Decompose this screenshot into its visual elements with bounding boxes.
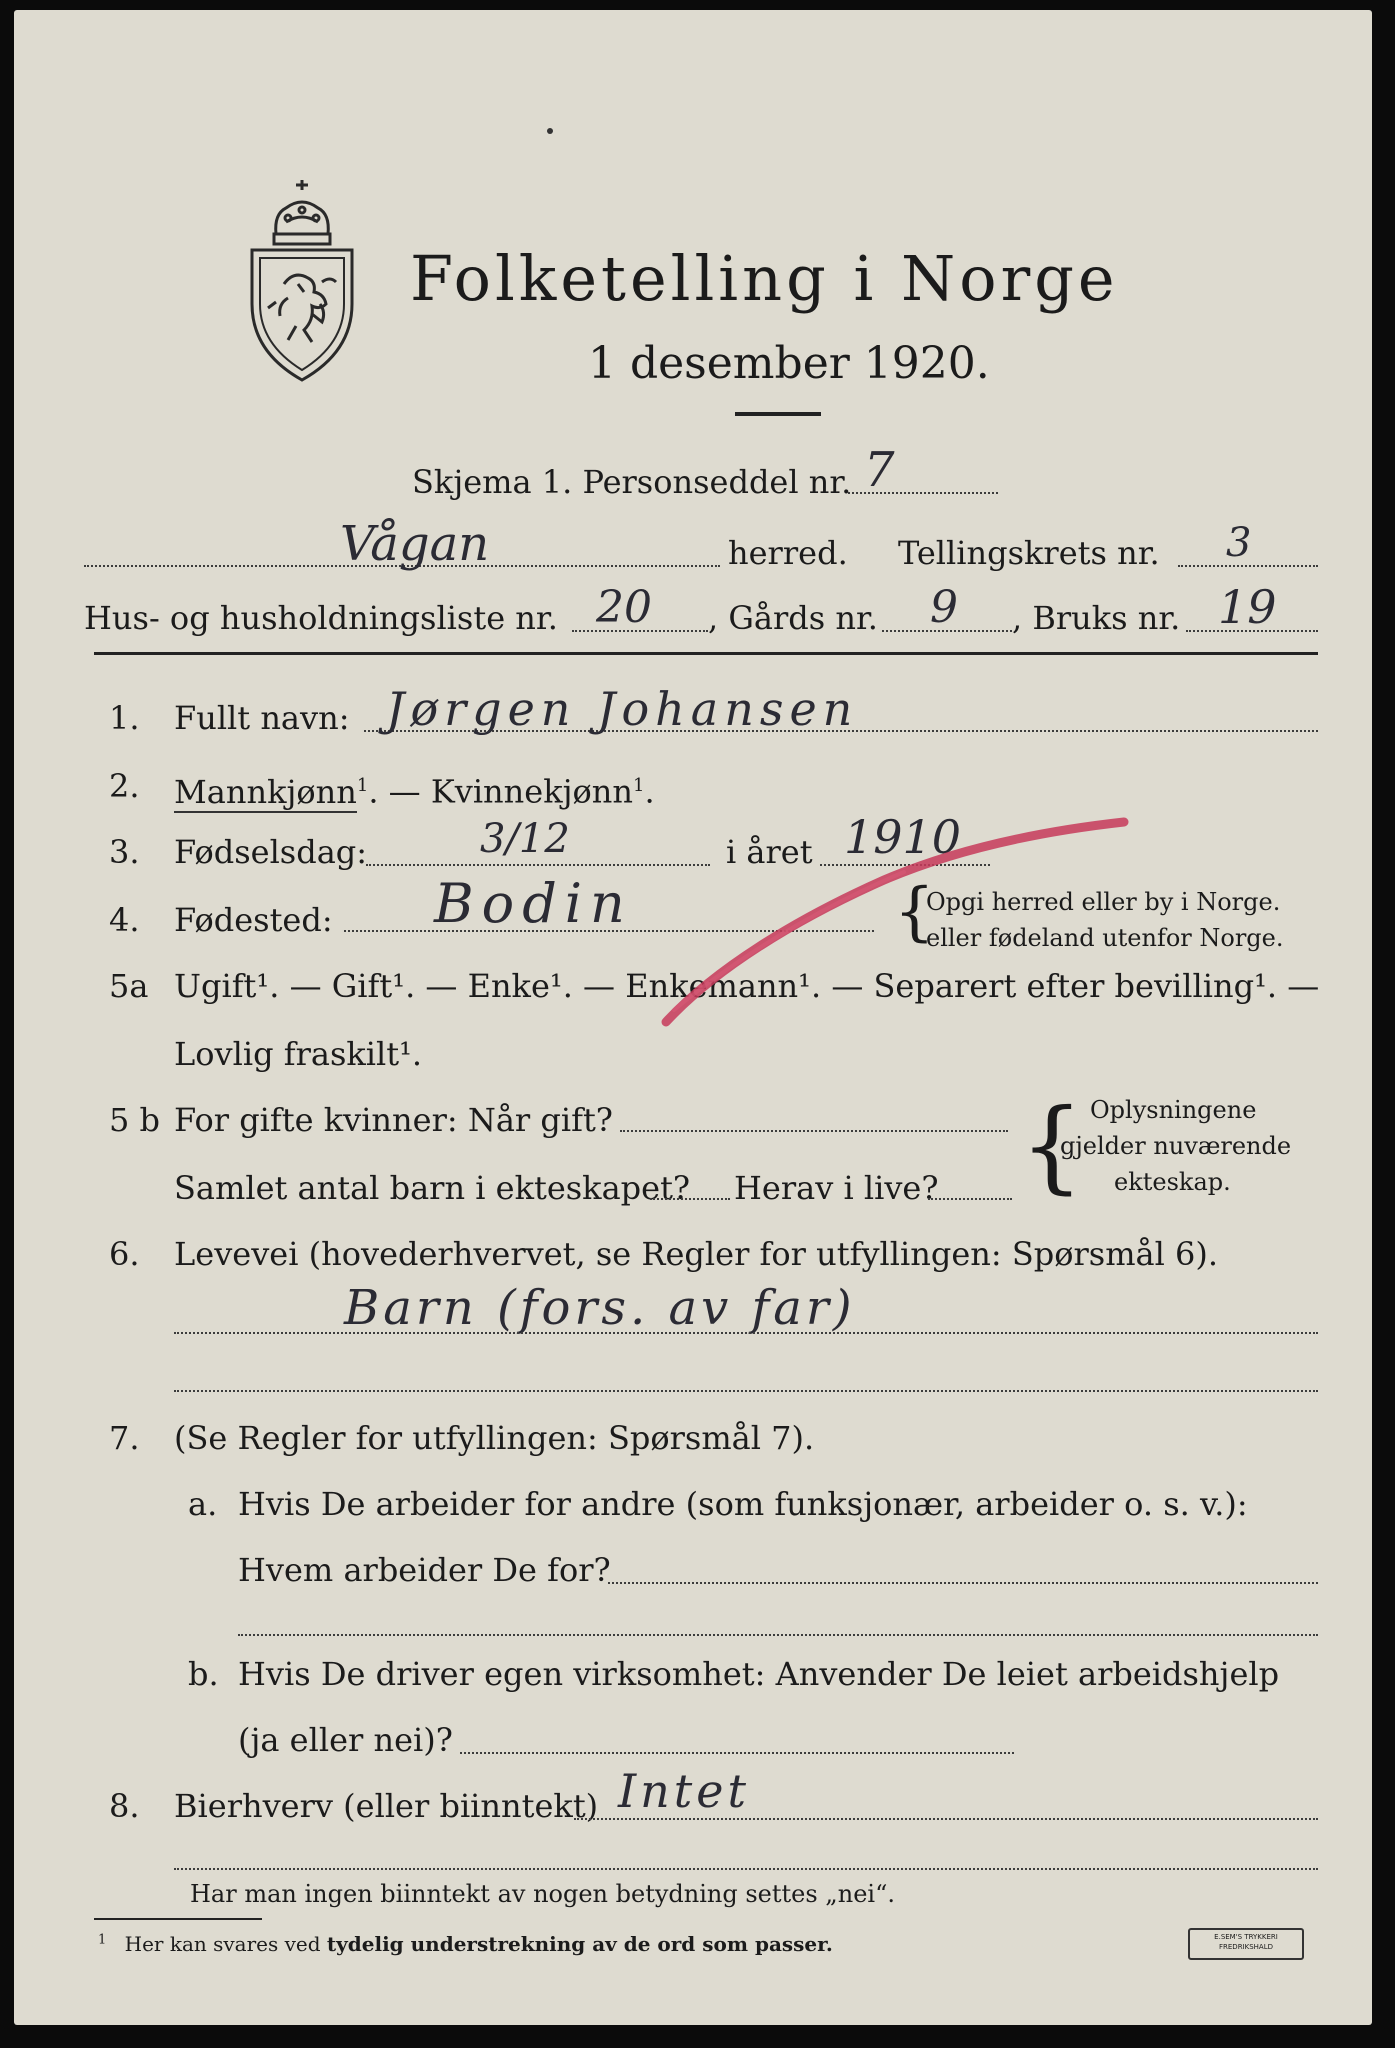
q2-number: 2.: [109, 767, 140, 805]
q6-number: 6.: [109, 1235, 140, 1273]
q4-label: Fødested:: [174, 901, 333, 939]
q5b-number: 5 b: [109, 1101, 161, 1139]
q7b-letter: b.: [188, 1655, 219, 1693]
q2-male-option: Mannkjønn: [174, 772, 357, 811]
q5a-marital-options: Ugift¹. — Gift¹. — Enke¹. — Enkemann¹. — Separert efter bevilling¹. —: [174, 967, 1320, 1005]
footer-note: Har man ingen biinntekt av nogen betydning settes „nei“.: [190, 1880, 895, 1908]
q5b-note-brace: {: [1020, 1087, 1084, 1204]
q8-number: 8.: [109, 1787, 140, 1825]
q6-dots-1: [174, 1332, 1318, 1334]
husholdningsliste-value: 20: [596, 582, 652, 633]
header-rule: [94, 652, 1318, 655]
q3-number: 3.: [109, 833, 140, 871]
q5b-children-dots: [650, 1198, 730, 1200]
q5b-married-when-label: For gifte kvinner: Når gift?: [174, 1101, 613, 1139]
q1-number: 1.: [109, 699, 140, 737]
red-pencil-strike: [654, 810, 1134, 1040]
q5b-note-line2: gjelder nuværende: [1060, 1132, 1292, 1160]
q4-birthplace-value: Bodin: [434, 872, 633, 935]
schema-number-value: 7: [864, 442, 895, 498]
q3-year-value: 1910: [844, 810, 962, 864]
footnote: $^1$ Her kan svares ved tydelig understrekning av de ord som passer.: [98, 1932, 833, 1956]
q5a-number: 5a: [109, 967, 149, 1005]
bruks-label: , Bruks nr.: [1012, 599, 1181, 637]
q2-gender-options: Mannkjønn$^1$. — Kvinnekjønn$^1$.: [174, 772, 655, 811]
q3-birthdate-value: 3/12: [480, 816, 570, 862]
q6-occupation-value: Barn (fors. av far): [344, 1280, 856, 1336]
q4-note-brace: {: [894, 875, 935, 949]
tellingskrets-value: 3: [1226, 520, 1252, 566]
q7-label: (Se Regler for utfyllingen: Spørsmål 7).: [174, 1419, 815, 1457]
bruks-value: 19: [1218, 580, 1277, 634]
q5b-alive-label: Herav i live?: [734, 1169, 939, 1207]
herred-value: Vågan: [340, 516, 490, 572]
q6-dots-2: [174, 1390, 1318, 1392]
q7b-question: Hvis De driver egen virksomhet: Anvender De leiet arbeidshjelp: [238, 1655, 1280, 1693]
footnote-rule: [94, 1918, 262, 1920]
q8-dots: [574, 1818, 1318, 1820]
q3-label: Fødselsdag:: [174, 833, 368, 871]
q1-fullname-value: Jørgen Johansen: [386, 682, 859, 736]
q6-label: Levevei (hovederhvervet, se Regler for utfyllingen: Spørsmål 6).: [174, 1235, 1219, 1273]
coat-of-arms-icon: [246, 174, 358, 388]
tellingskrets-label: Tellingskrets nr.: [898, 534, 1160, 572]
q7a-employer-label: Hvem arbeider De for?: [238, 1551, 611, 1589]
q7a-dots-2: [238, 1634, 1318, 1636]
q2-female-option: Kvinnekjønn: [430, 772, 633, 811]
herred-label: herred.: [728, 534, 848, 572]
q7a-dots-1: [608, 1582, 1318, 1584]
q8-label: Bierhverv (eller biinntekt): [174, 1787, 599, 1825]
q4-number: 4.: [109, 901, 140, 939]
title-divider: [735, 412, 821, 416]
q4-note-line2: eller fødeland utenfor Norge.: [926, 924, 1284, 952]
q5a-marital-options-cont: Lovlig fraskilt¹.: [174, 1035, 423, 1073]
q7b-dots: [460, 1752, 1014, 1754]
q3-year-label: i året: [726, 833, 813, 871]
schema-label: Skjema 1. Personseddel nr.: [412, 463, 852, 501]
census-date: 1 desember 1920.: [588, 338, 990, 389]
q7b-yes-no-label: (ja eller nei)?: [238, 1721, 453, 1759]
printer-stamp: E.SEM'S TRYKKERI FREDRIKSHALD: [1188, 1928, 1304, 1960]
q7a-question: Hvis De arbeider for andre (som funksjonær, arbeider o. s. v.):: [238, 1485, 1248, 1523]
footnote-number: 1: [98, 1932, 107, 1948]
q5b-note-line1: Oplysningene: [1090, 1096, 1257, 1124]
gards-value: 9: [930, 582, 958, 633]
q4-note-line1: Opgi herred eller by i Norge.: [926, 888, 1281, 916]
q5b-when-dots: [620, 1130, 1008, 1132]
q8-sideincome-value: Intet: [618, 1764, 750, 1818]
form-title: Folketelling i Norge: [410, 242, 1119, 315]
q7-number: 7.: [109, 1419, 140, 1457]
q8-dots-2: [174, 1868, 1318, 1870]
q5b-note-line3: ekteskap.: [1114, 1168, 1231, 1196]
husholdningsliste-label: Hus- og husholdningsliste nr.: [84, 599, 558, 637]
gards-label: , Gårds nr.: [708, 599, 878, 637]
q7a-letter: a.: [188, 1485, 218, 1523]
q5b-alive-dots: [928, 1198, 1012, 1200]
ink-dot: [547, 128, 553, 134]
census-form-sheet: [14, 10, 1372, 2025]
q1-label: Fullt navn:: [174, 699, 350, 737]
q5b-children-label: Samlet antal barn i ekteskapet?: [174, 1169, 691, 1207]
